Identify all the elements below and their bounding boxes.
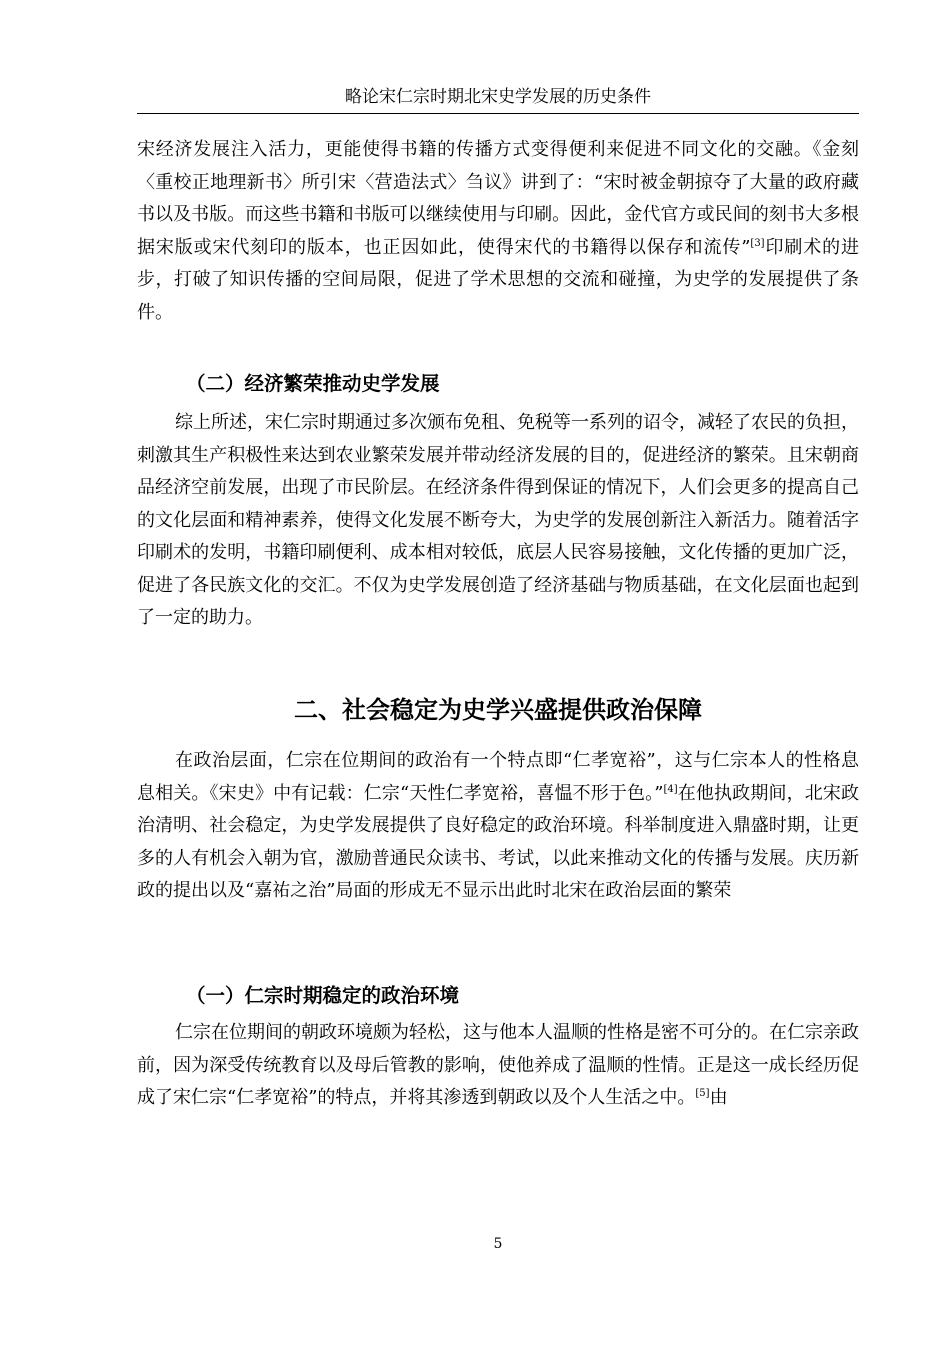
section-heading-politics: （一）仁宗时期稳定的政治环境 — [186, 984, 460, 1007]
paragraph-3 — [137, 745, 859, 908]
paragraph-1-continuation: 印刷术的进步，打破了知识传播的空间局限，促进了学术思想的交流和碰撞，为史学的发展提供了条件。 — [137, 236, 860, 323]
paragraph-4-continuation: 由 — [709, 1087, 728, 1108]
citation-4: [4] — [663, 783, 678, 795]
chapter-heading: 二、社会稳定为史学兴盛提供政治保障 — [294, 696, 702, 724]
running-header: 略论宋仁宗时期北宋史学发展的历史条件 — [345, 87, 651, 107]
citation-3: [3] — [750, 237, 765, 249]
paragraph-2 — [137, 407, 859, 635]
paragraph-4-text: 仁宗在位期间的朝政环境颇为轻松，这与他本人温顺的性格是密不可分的。在仁宗亲政前，因为深受传统教育以及母后管教的影响，使他养成了温顺的性情。正是这一成长经历促成了宋仁宗“仁孝宽裕”的特点，并将其渗透到朝政以及个人生活之中。 — [137, 1022, 859, 1108]
paragraph-4 — [137, 1017, 859, 1115]
paragraph-1 — [137, 134, 859, 329]
section-heading-economy: （二）经济繁荣推动史学发展 — [186, 372, 440, 395]
paragraph-3-continuation: 在他执政期间，北宋政治清明、社会稳定，为史学发展提供了良好稳定的政治环境。科举制度进入鼎盛时期，让更多的人有机会入朝为官，激励普通民众读书、考试，以此来推动文化的传播与发展。庆历新政的提出以及“嘉祐之治”局面的形成无不显示出此时北宋在政治层面的繁荣 — [137, 782, 859, 901]
paragraph-2-text: 综上所述，宋仁宗时期通过多次颁布免租、免税等一系列的诏令，减轻了农民的负担，刺激其生产积极性来达到农业繁荣发展并带动经济发展的目的，促进经济的繁荣。且宋朝商品经济空前发展，出现了市民阶层。在经济条件得到保证的情况下，人们会更多的提高自己的文化层面和精神素养，使得文化发展不断夸大，为史学的发展创新注入新活力。随着活字印刷术的发明，书籍印刷便利、成本相对较低，底层人民容易接触，文化传播的更加广泛，促进了各民族文化的交汇。不仅为史学发展创造了经济基础与物质基础，在文化层面也起到了一定的助力。 — [137, 412, 859, 628]
page-number: 5 — [493, 1236, 503, 1252]
citation-5: [5] — [695, 1088, 710, 1099]
header-rule — [137, 113, 859, 114]
paragraph-1-text: 宋经济发展注入活力，更能使得书籍的传播方式变得便利来促进不同文化的交融。《金刻〈重校正地理新书〉所引宋〈营造法式〉刍议》讲到了：“宋时被金朝掠夺了大量的政府藏书以及书版。而这些书籍和书版可以继续使用与印刷。因此，金代官方或民间的刻书大多根据宋版或宋代刻印的版本，也正因如此，使得宋代的书籍得以保存和流传” — [137, 139, 859, 258]
paragraph-3-text: 在政治层面，仁宗在位期间的政治有一个特点即“仁孝宽裕”，这与仁宗本人的性格息息相关。《宋史》中有记载：仁宗“天性仁孝宽裕，喜愠不形于色。” — [137, 750, 859, 804]
